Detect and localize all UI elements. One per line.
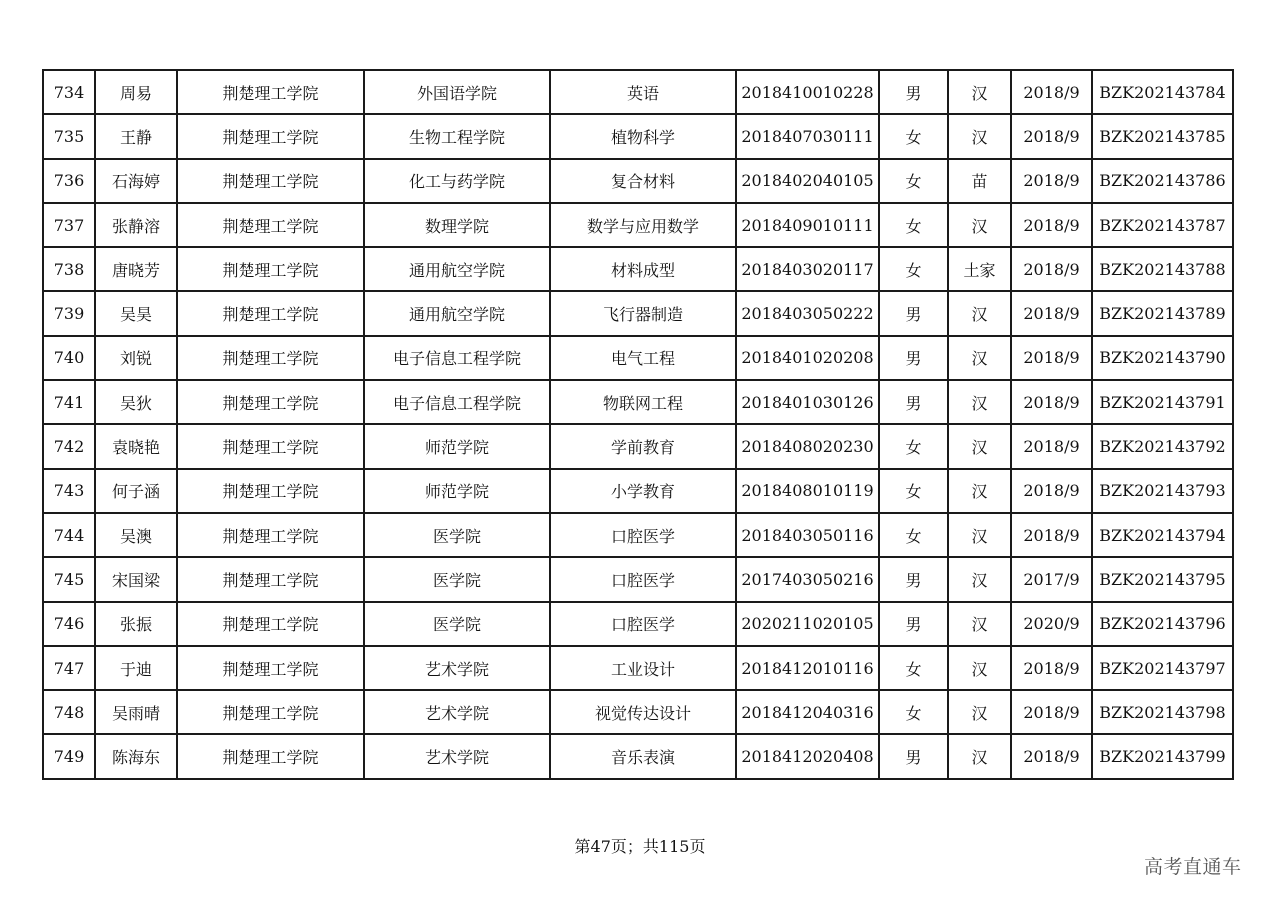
enrollment-date-cell: 2018/9 bbox=[1011, 380, 1092, 424]
college-cell: 医学院 bbox=[364, 557, 550, 601]
table-row bbox=[43, 380, 1233, 424]
college-cell: 医学院 bbox=[364, 602, 550, 646]
name-cell: 何子涵 bbox=[95, 469, 177, 513]
major-cell: 工业设计 bbox=[550, 646, 736, 690]
name-cell: 陈海东 bbox=[95, 734, 177, 778]
table-row bbox=[43, 646, 1233, 690]
row-number-cell: 740 bbox=[43, 336, 95, 380]
row-number-cell: 741 bbox=[43, 380, 95, 424]
certificate-number-cell: BZK202143795 bbox=[1092, 557, 1233, 601]
major-cell: 植物科学 bbox=[550, 114, 736, 158]
name-cell: 吴雨晴 bbox=[95, 690, 177, 734]
row-number-cell: 747 bbox=[43, 646, 95, 690]
student-id-cell: 2018401020208 bbox=[736, 336, 879, 380]
university-cell: 荆楚理工学院 bbox=[177, 380, 364, 424]
student-id-cell: 2018403050222 bbox=[736, 291, 879, 335]
table-row bbox=[43, 114, 1233, 158]
university-cell: 荆楚理工学院 bbox=[177, 557, 364, 601]
certificate-number-cell: BZK202143788 bbox=[1092, 247, 1233, 291]
enrollment-date-cell: 2018/9 bbox=[1011, 114, 1092, 158]
ethnicity-cell: 汉 bbox=[948, 380, 1011, 424]
row-number-cell: 737 bbox=[43, 203, 95, 247]
ethnicity-cell: 苗 bbox=[948, 159, 1011, 203]
major-cell: 数学与应用数学 bbox=[550, 203, 736, 247]
college-cell: 电子信息工程学院 bbox=[364, 336, 550, 380]
ethnicity-cell: 汉 bbox=[948, 557, 1011, 601]
student-id-cell: 2018409010111 bbox=[736, 203, 879, 247]
student-id-cell: 2018408020230 bbox=[736, 424, 879, 468]
ethnicity-cell: 汉 bbox=[948, 469, 1011, 513]
certificate-number-cell: BZK202143785 bbox=[1092, 114, 1233, 158]
gender-cell: 男 bbox=[879, 734, 948, 778]
major-cell: 电气工程 bbox=[550, 336, 736, 380]
major-cell: 音乐表演 bbox=[550, 734, 736, 778]
student-id-cell: 2018402040105 bbox=[736, 159, 879, 203]
name-cell: 石海婷 bbox=[95, 159, 177, 203]
gender-cell: 女 bbox=[879, 203, 948, 247]
gender-cell: 女 bbox=[879, 469, 948, 513]
student-id-cell: 2018407030111 bbox=[736, 114, 879, 158]
row-number-cell: 746 bbox=[43, 602, 95, 646]
college-cell: 通用航空学院 bbox=[364, 247, 550, 291]
major-cell: 学前教育 bbox=[550, 424, 736, 468]
major-cell: 复合材料 bbox=[550, 159, 736, 203]
major-cell: 视觉传达设计 bbox=[550, 690, 736, 734]
certificate-number-cell: BZK202143790 bbox=[1092, 336, 1233, 380]
page-number: 第47页；共115页 bbox=[574, 837, 706, 856]
major-cell: 物联网工程 bbox=[550, 380, 736, 424]
enrollment-date-cell: 2018/9 bbox=[1011, 469, 1092, 513]
enrollment-date-cell: 2018/9 bbox=[1011, 291, 1092, 335]
gender-cell: 女 bbox=[879, 247, 948, 291]
table-row bbox=[43, 247, 1233, 291]
gender-cell: 女 bbox=[879, 159, 948, 203]
certificate-number-cell: BZK202143798 bbox=[1092, 690, 1233, 734]
ethnicity-cell: 汉 bbox=[948, 424, 1011, 468]
table-row bbox=[43, 70, 1233, 114]
row-number-cell: 739 bbox=[43, 291, 95, 335]
name-cell: 袁晓艳 bbox=[95, 424, 177, 468]
gender-cell: 女 bbox=[879, 646, 948, 690]
university-cell: 荆楚理工学院 bbox=[177, 291, 364, 335]
major-cell: 口腔医学 bbox=[550, 557, 736, 601]
student-id-cell: 2018403050116 bbox=[736, 513, 879, 557]
row-number-cell: 742 bbox=[43, 424, 95, 468]
student-id-cell: 2018410010228 bbox=[736, 70, 879, 114]
enrollment-date-cell: 2018/9 bbox=[1011, 513, 1092, 557]
name-cell: 刘锐 bbox=[95, 336, 177, 380]
enrollment-date-cell: 2018/9 bbox=[1011, 159, 1092, 203]
university-cell: 荆楚理工学院 bbox=[177, 203, 364, 247]
certificate-number-cell: BZK202143792 bbox=[1092, 424, 1233, 468]
ethnicity-cell: 汉 bbox=[948, 291, 1011, 335]
university-cell: 荆楚理工学院 bbox=[177, 602, 364, 646]
certificate-number-cell: BZK202143796 bbox=[1092, 602, 1233, 646]
student-id-cell: 2020211020105 bbox=[736, 602, 879, 646]
enrollment-date-cell: 2018/9 bbox=[1011, 424, 1092, 468]
university-cell: 荆楚理工学院 bbox=[177, 159, 364, 203]
name-cell: 张振 bbox=[95, 602, 177, 646]
university-cell: 荆楚理工学院 bbox=[177, 114, 364, 158]
table-body bbox=[43, 70, 1233, 779]
ethnicity-cell: 汉 bbox=[948, 114, 1011, 158]
records-table bbox=[42, 69, 1234, 780]
university-cell: 荆楚理工学院 bbox=[177, 469, 364, 513]
enrollment-date-cell: 2018/9 bbox=[1011, 203, 1092, 247]
ethnicity-cell: 汉 bbox=[948, 690, 1011, 734]
row-number-cell: 745 bbox=[43, 557, 95, 601]
major-cell: 英语 bbox=[550, 70, 736, 114]
row-number-cell: 744 bbox=[43, 513, 95, 557]
certificate-number-cell: BZK202143793 bbox=[1092, 469, 1233, 513]
enrollment-date-cell: 2018/9 bbox=[1011, 690, 1092, 734]
gender-cell: 男 bbox=[879, 291, 948, 335]
row-number-cell: 749 bbox=[43, 734, 95, 778]
gender-cell: 女 bbox=[879, 690, 948, 734]
enrollment-date-cell: 2018/9 bbox=[1011, 70, 1092, 114]
student-id-cell: 2017403050216 bbox=[736, 557, 879, 601]
enrollment-date-cell: 2018/9 bbox=[1011, 336, 1092, 380]
ethnicity-cell: 汉 bbox=[948, 70, 1011, 114]
name-cell: 吴狄 bbox=[95, 380, 177, 424]
college-cell: 艺术学院 bbox=[364, 734, 550, 778]
ethnicity-cell: 汉 bbox=[948, 513, 1011, 557]
name-cell: 周易 bbox=[95, 70, 177, 114]
college-cell: 通用航空学院 bbox=[364, 291, 550, 335]
ethnicity-cell: 汉 bbox=[948, 336, 1011, 380]
table-row bbox=[43, 734, 1233, 778]
gender-cell: 男 bbox=[879, 602, 948, 646]
certificate-number-cell: BZK202143784 bbox=[1092, 70, 1233, 114]
table-row bbox=[43, 203, 1233, 247]
college-cell: 艺术学院 bbox=[364, 690, 550, 734]
row-number-cell: 743 bbox=[43, 469, 95, 513]
major-cell: 小学教育 bbox=[550, 469, 736, 513]
college-cell: 艺术学院 bbox=[364, 646, 550, 690]
ethnicity-cell: 土家 bbox=[948, 247, 1011, 291]
student-id-cell: 2018412020408 bbox=[736, 734, 879, 778]
major-cell: 口腔医学 bbox=[550, 513, 736, 557]
ethnicity-cell: 汉 bbox=[948, 646, 1011, 690]
table-row bbox=[43, 291, 1233, 335]
table-row bbox=[43, 424, 1233, 468]
gender-cell: 男 bbox=[879, 70, 948, 114]
table-row bbox=[43, 336, 1233, 380]
college-cell: 师范学院 bbox=[364, 424, 550, 468]
certificate-number-cell: BZK202143794 bbox=[1092, 513, 1233, 557]
enrollment-date-cell: 2017/9 bbox=[1011, 557, 1092, 601]
certificate-number-cell: BZK202143787 bbox=[1092, 203, 1233, 247]
college-cell: 生物工程学院 bbox=[364, 114, 550, 158]
certificate-number-cell: BZK202143786 bbox=[1092, 159, 1233, 203]
student-id-cell: 2018408010119 bbox=[736, 469, 879, 513]
certificate-number-cell: BZK202143799 bbox=[1092, 734, 1233, 778]
student-id-cell: 2018412040316 bbox=[736, 690, 879, 734]
row-number-cell: 736 bbox=[43, 159, 95, 203]
enrollment-date-cell: 2018/9 bbox=[1011, 646, 1092, 690]
watermark-logo-text: 高考直通车 bbox=[1144, 856, 1242, 878]
major-cell: 材料成型 bbox=[550, 247, 736, 291]
name-cell: 王静 bbox=[95, 114, 177, 158]
university-cell: 荆楚理工学院 bbox=[177, 734, 364, 778]
enrollment-date-cell: 2018/9 bbox=[1011, 734, 1092, 778]
table-row bbox=[43, 602, 1233, 646]
certificate-number-cell: BZK202143789 bbox=[1092, 291, 1233, 335]
gender-cell: 女 bbox=[879, 114, 948, 158]
university-cell: 荆楚理工学院 bbox=[177, 424, 364, 468]
name-cell: 吴昊 bbox=[95, 291, 177, 335]
college-cell: 外国语学院 bbox=[364, 70, 550, 114]
table-row bbox=[43, 557, 1233, 601]
enrollment-date-cell: 2018/9 bbox=[1011, 247, 1092, 291]
certificate-number-cell: BZK202143797 bbox=[1092, 646, 1233, 690]
major-cell: 口腔医学 bbox=[550, 602, 736, 646]
gender-cell: 女 bbox=[879, 424, 948, 468]
college-cell: 化工与药学院 bbox=[364, 159, 550, 203]
enrollment-date-cell: 2020/9 bbox=[1011, 602, 1092, 646]
ethnicity-cell: 汉 bbox=[948, 602, 1011, 646]
student-id-cell: 2018412010116 bbox=[736, 646, 879, 690]
name-cell: 于迪 bbox=[95, 646, 177, 690]
university-cell: 荆楚理工学院 bbox=[177, 247, 364, 291]
ethnicity-cell: 汉 bbox=[948, 203, 1011, 247]
gender-cell: 男 bbox=[879, 557, 948, 601]
row-number-cell: 734 bbox=[43, 70, 95, 114]
university-cell: 荆楚理工学院 bbox=[177, 690, 364, 734]
name-cell: 宋国梁 bbox=[95, 557, 177, 601]
university-cell: 荆楚理工学院 bbox=[177, 336, 364, 380]
name-cell: 张静溶 bbox=[95, 203, 177, 247]
gender-cell: 男 bbox=[879, 380, 948, 424]
row-number-cell: 738 bbox=[43, 247, 95, 291]
student-id-cell: 2018403020117 bbox=[736, 247, 879, 291]
university-cell: 荆楚理工学院 bbox=[177, 70, 364, 114]
major-cell: 飞行器制造 bbox=[550, 291, 736, 335]
college-cell: 数理学院 bbox=[364, 203, 550, 247]
college-cell: 电子信息工程学院 bbox=[364, 380, 550, 424]
ethnicity-cell: 汉 bbox=[948, 734, 1011, 778]
table-row bbox=[43, 513, 1233, 557]
table-row bbox=[43, 690, 1233, 734]
gender-cell: 男 bbox=[879, 336, 948, 380]
row-number-cell: 748 bbox=[43, 690, 95, 734]
gender-cell: 女 bbox=[879, 513, 948, 557]
college-cell: 师范学院 bbox=[364, 469, 550, 513]
name-cell: 吴澳 bbox=[95, 513, 177, 557]
student-id-cell: 2018401030126 bbox=[736, 380, 879, 424]
certificate-number-cell: BZK202143791 bbox=[1092, 380, 1233, 424]
university-cell: 荆楚理工学院 bbox=[177, 513, 364, 557]
table-row bbox=[43, 469, 1233, 513]
name-cell: 唐晓芳 bbox=[95, 247, 177, 291]
row-number-cell: 735 bbox=[43, 114, 95, 158]
table-row bbox=[43, 159, 1233, 203]
university-cell: 荆楚理工学院 bbox=[177, 646, 364, 690]
college-cell: 医学院 bbox=[364, 513, 550, 557]
